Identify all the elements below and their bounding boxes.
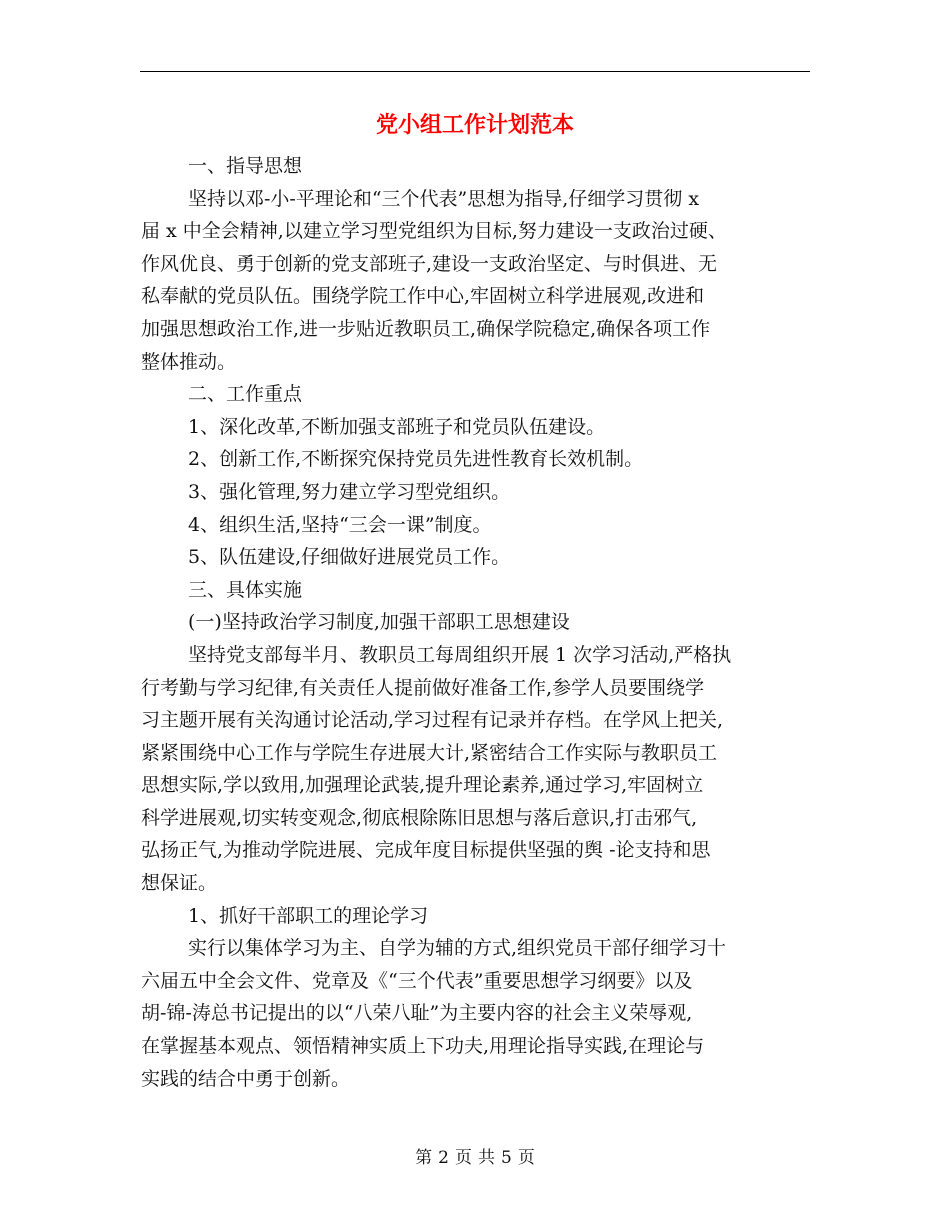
text-line: 加强思想政治工作,进一步贴近教职员工,确保学院稳定,确保各项工作 [141,317,711,340]
footer-page-number: 2 [438,1148,449,1168]
text-line: 胡-锦-涛总书记提出的以“八荣八耻”为主要内容的社会主义荣辱观, [141,1002,693,1025]
text-line: 弘扬正气,为推动学院进展、完成年度目标提供坚强的舆 -论支持和思 [141,839,711,862]
text-line: 1、深化改革,不断加强支部班子和党员队伍建设。 [188,415,606,438]
document-title: 党小组工作计划范本 [375,112,574,138]
text-line: 私奉献的党员队伍。围绕学院工作中心,牢固树立科学进展观,改进和 [141,285,705,308]
text-line: 2、创新工作,不断探究保持党员先进性教育长效机制。 [188,448,644,471]
text-line: 六届五中全会文件、党章及《“三个代表”重要思想学习纲要》以及 [141,969,693,992]
text-line: 4、组织生活,坚持“三会一课”制度。 [188,513,492,536]
text-line: 在掌握基本观点、领悟精神实质上下功夫,用理论指导实践,在理论与 [141,1035,705,1058]
text-line: 1、抓好干部职工的理论学习 [188,904,429,927]
text-line: (一)坚持政治学习制度,加强干部职工思想建设 [188,611,570,634]
text-line: 紧紧围绕中心工作与学院生存进展大计,紧密结合工作实际与教职员工 [141,741,718,764]
page-footer [0,1146,950,1170]
text-line: 行考勤与学习纪律,有关责任人提前做好准备工作,参学人员要围绕学 [141,676,705,699]
footer-prefix: 第 [415,1148,433,1168]
footer-total-label: 共 [478,1148,495,1168]
text-line: 思想实际,学以致用,加强理论武装,提升理论素养,通过学习,牢固树立 [141,774,704,797]
text-line: 二、工作重点 [188,383,303,406]
text-line: 科学进展观,切实转变观念,彻底根除陈旧思想与落后意识,打击邪气, [141,806,698,829]
text-line: 作风优良、勇于创新的党支部班子,建设一支政治坚定、与时俱进、无 [141,252,718,275]
text-line: 5、队伍建设,仔细做好进展党员工作。 [188,546,511,569]
text-line: 想保证。 [141,872,218,895]
footer-total-pages: 5 [501,1148,512,1168]
text-line: 三、具体实施 [188,578,303,601]
text-line: 实行以集体学习为主、自学为辅的方式,组织党员干部仔细学习十 [188,937,727,960]
text-line: 整体推动。 [141,350,237,373]
text-line: 习主题开展有关沟通讨论活动,学习过程有记录并存档。在学风上把关, [141,709,724,732]
document-body [141,150,811,1095]
header-rule [140,71,810,72]
text-line: 坚持党支部每半月、教职员工每周组织开展 1 次学习活动,严格执 [188,643,732,666]
footer-suffix: 页 [517,1148,535,1168]
text-line: 实践的结合中勇于创新。 [141,1067,351,1090]
text-line: 一、指导思想 [188,155,303,177]
text-line: 坚持以邓-小-平理论和“三个代表”思想为指导,仔细学习贯彻 x [188,187,700,210]
footer-page-unit: 页 [455,1148,472,1168]
text-line: 3、强化管理,努力建立学习型党组织。 [188,480,511,503]
text-line: 届 x 中全会精神,以建立学习型党组织为目标,努力建设一支政治过硬、 [141,220,727,243]
